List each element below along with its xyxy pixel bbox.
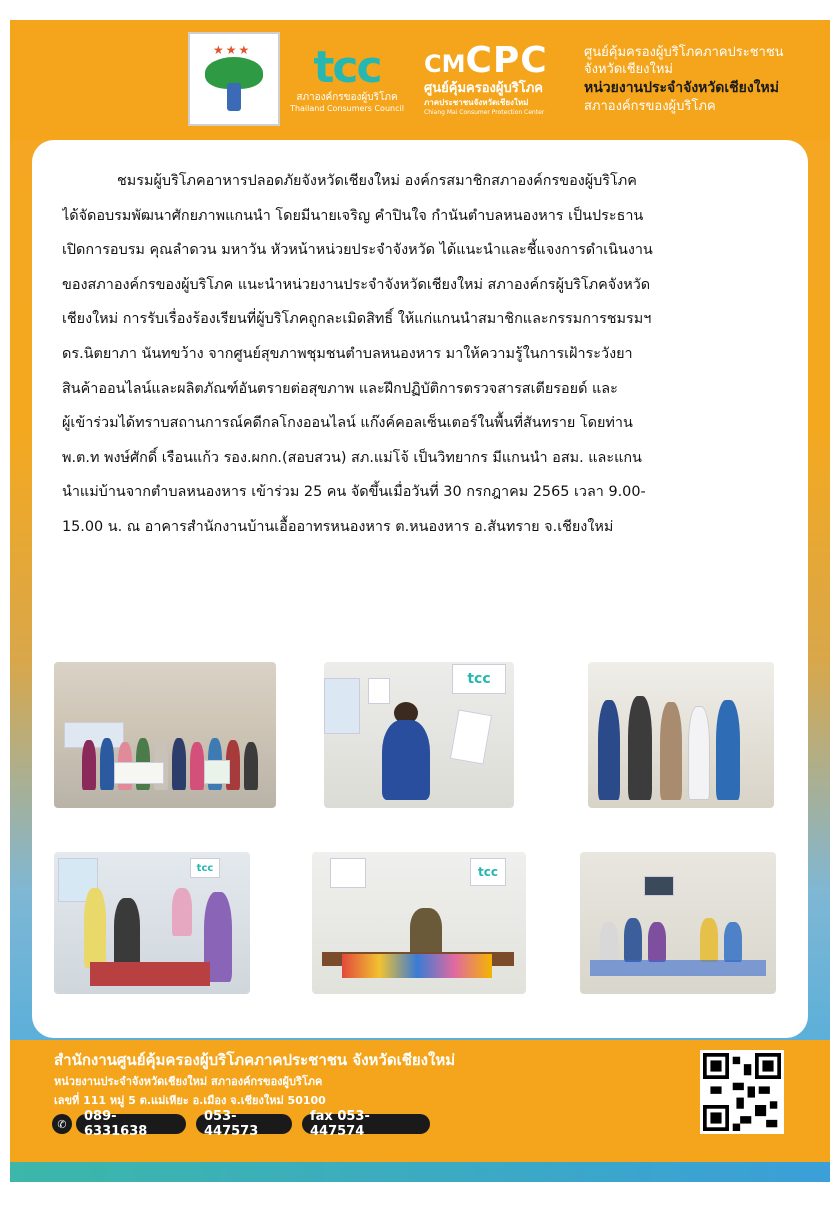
article-line: สินค้าออนไลน์และผลิตภัณฑ์อันตรายต่อสุขภาพ และฝึกปฏิบัติการตรวจสารสเตียรอยด์ และ — [62, 380, 618, 397]
article-line: ของสภาองค์กรของผู้บริโภค แนะนำหน่วยงานประจำจังหวัดเชียงใหม่ สภาองค์กรผู้บริโภคจังหวัด — [62, 276, 651, 293]
org-line-2: จังหวัดเชียงใหม่ — [584, 61, 673, 77]
photo-group-signs — [54, 662, 276, 808]
phone-2: 053-447573 — [196, 1114, 292, 1134]
phone-icon: ✆ — [52, 1114, 72, 1134]
article-line: พ.ต.ท พงษ์ศักดิ์ เรือนแก้ว รอง.ผกก.(สอบสวน) สภ.แม่โจ้ เป็นวิทยากร มีแกนนำ อสม. และแกน — [62, 449, 642, 466]
sign-wordmark: tcc — [467, 671, 491, 687]
sign-wordmark: tcc — [196, 862, 214, 874]
tcc-thai-name: สภาองค์กรของผู้บริโภค — [296, 91, 398, 103]
fax-number: fax 053-447574 — [302, 1114, 430, 1134]
article-line: ได้จัดอบรมพัฒนาศักยภาพแกนนำ โดยมีนายเจริญ คำปินใจ กำนันตำบลหนองหาร เป็นประธาน — [62, 207, 644, 224]
org-line-4: สภาองค์กรของผู้บริโภค — [584, 98, 716, 114]
photo-registration — [54, 852, 250, 994]
article-line: 15.00 น. ณ อาคารสำนักงานบ้านเอื้ออาทรหนองหาร ต.หนองหาร อ.สันทราย จ.เชียงใหม่ — [62, 518, 614, 535]
photo-group-five — [588, 662, 774, 808]
tree-logo-icon: ★★★ — [199, 43, 269, 115]
tcc-english-name: Thailand Consumers Council — [290, 103, 404, 113]
org-title-block — [584, 32, 824, 126]
cpc-english-name: Chiang Mai Consumer Protection Center — [424, 109, 545, 116]
cpc-thai-sub: ภาคประชาชนจังหวัดเชียงใหม่ — [424, 98, 529, 107]
photo-officer — [312, 852, 526, 994]
club-logo — [188, 32, 280, 126]
phone-1: 089-6331638 — [76, 1114, 186, 1134]
article-text — [62, 164, 798, 545]
article-line: ดร.นิตยาภา นันทขว้าง จากศูนย์สุขภาพชุมชนตำบลหนองหาร มาให้ความรู้ในการเฝ้าระวังยา — [62, 345, 633, 362]
article-line: เชียงใหม่ การรับเรื่องร้องเรียนที่ผู้บริโภคถูกละเมิดสิทธิ์ ให้แก่แกนนำสมาชิกและกรรมการชมรมฯ — [62, 311, 652, 328]
article-line: ชมรมผู้บริโภคอาหารปลอดภัยจังหวัดเชียงใหม่ องค์กรสมาชิกสภาองค์กรของผู้บริโภค — [117, 173, 637, 189]
tcc-wordmark: tcc — [313, 41, 381, 93]
article-line: ผู้เข้าร่วมได้ทราบสถานการณ์คดีกลโกงออนไลน์ แก๊งค์คอลเซ็นเตอร์ในพื้นที่สันทราย โดยท่าน — [62, 415, 633, 432]
qr-code-icon — [700, 1050, 784, 1134]
poster — [10, 20, 830, 1182]
content-card — [32, 140, 808, 1038]
footer-title: สำนักงานศูนย์คุ้มครองผู้บริโภคภาคประชาชน จังหวัดเชียงใหม่ — [54, 1051, 456, 1069]
photo-speaker — [324, 662, 514, 808]
cpc-thai-name: ศูนย์คุ้มครองผู้บริโภค — [424, 81, 543, 96]
cpc-logo — [424, 32, 574, 126]
cpc-wordmark: CPC — [465, 40, 548, 81]
photo-audience — [580, 852, 776, 994]
org-line-1: ศูนย์คุ้มครองผู้บริโภคภาคประชาชน — [584, 44, 784, 60]
tcc-logo — [288, 32, 406, 126]
header-band — [10, 20, 830, 140]
article-line: นำแม่บ้านจากตำบลหนองหาร เข้าร่วม 25 คน จัดขึ้นเมื่อวันที่ 30 กรกฎาคม 2565 เวลา 9.00- — [62, 484, 646, 501]
footer — [10, 1040, 830, 1162]
cpc-cm-mark: CM — [424, 50, 466, 78]
org-line-3: หน่วยงานประจำจังหวัดเชียงใหม่ — [584, 79, 779, 96]
article-line: เปิดการอบรม คุณลำดวน มหาวัน หัวหน้าหน่วยประจำจังหวัด ได้แนะนำและชี้แจงการดำเนินงาน — [62, 242, 653, 259]
bottom-strip — [10, 1162, 830, 1182]
footer-address: เลขที่ 111 หมู่ 5 ต.แม่เหียะ อ.เมือง จ.เชียงใหม่ 50100 — [54, 1094, 326, 1107]
sign-wordmark: tcc — [478, 865, 498, 879]
footer-unit: หน่วยงานประจำจังหวัดเชียงใหม่ สภาองค์กรของผู้บริโภค — [54, 1075, 323, 1088]
